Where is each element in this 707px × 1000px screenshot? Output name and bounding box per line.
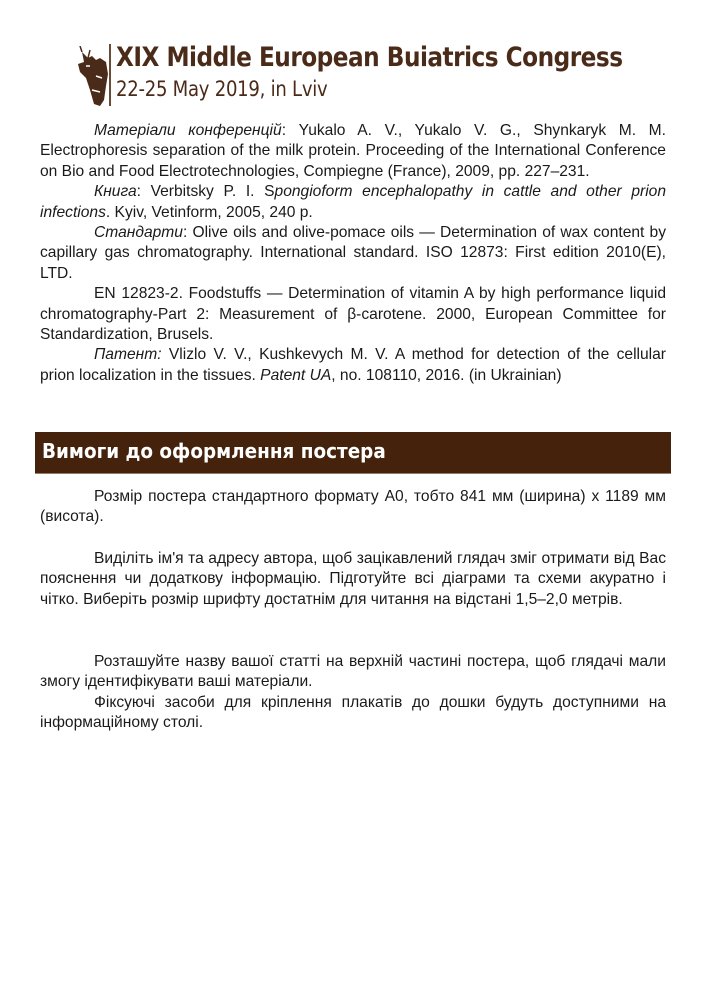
congress-title: XIX Middle European Buiatrics Congress bbox=[116, 42, 623, 73]
poster-size-paragraph bbox=[40, 487, 666, 528]
author-info-paragraph bbox=[40, 549, 666, 610]
reference-italic-title: pongioform encephalopathy in cattle and other prion infections bbox=[40, 183, 666, 221]
cow-head-icon bbox=[76, 46, 110, 108]
reference-text: : Yukalo A. V., Yukalo V. G., Shynkaryk M. M. Electrophoresis separation of the milk protein. Proceeding of the International Conference on Bio and Food Electrotechnologies, Compiegne (France), 2009, pp. 227–231. bbox=[40, 122, 667, 180]
reference-text-after: , no. 108110, 2016. (in Ukrainian) bbox=[331, 366, 562, 384]
paragraph: Розмір постера стандартного формату А0, тобто 841 мм (ширина) х 1189 мм (висота). bbox=[40, 488, 666, 526]
paragraph: Розташуйте назву вашої статті на верхній частині постера, щоб глядачі мали змогу ідентифікувати ваші матеріали. bbox=[40, 653, 666, 691]
reference-book bbox=[40, 182, 666, 223]
reference-text: : Olive oils and olive-pomace oils — Determination of wax content by capillary gas chromatography. International standard. ISO 12873: First edition 2010(E), LTD. bbox=[40, 224, 666, 282]
reference-label: Книга bbox=[94, 183, 137, 201]
reference-text-after: . Kyiv, Vetinform, 2005, 240 p. bbox=[105, 203, 313, 221]
title-placement-paragraph bbox=[40, 652, 666, 693]
reference-label: Патент: bbox=[94, 346, 162, 364]
reference-standard-en bbox=[40, 284, 666, 345]
reference-conference bbox=[40, 121, 666, 182]
reference-text: Vlizlo V. V., Kushkevych M. V. A method for detection of the cellular prion localization in the tissues. bbox=[40, 346, 666, 384]
reference-text: : Verbitsky P. I. S bbox=[136, 183, 275, 201]
section-title: Вимоги до оформлення постера bbox=[42, 439, 386, 463]
reference-patent bbox=[40, 345, 666, 386]
reference-label: Стандарти bbox=[94, 224, 183, 242]
paragraph: Виділіть ім'я та адресу автора, щоб зацікавлений глядач зміг отримати від Вас пояснення чи додаткову інформацію. Підготуйте всі діаграми та схеми акуратно і чітко. Виберіть розмір шрифту достатнім для читання на відстані 1,5–2,0 метрів. bbox=[40, 550, 666, 608]
reference-label: Матеріали конференцій bbox=[94, 122, 282, 139]
logo-divider bbox=[109, 44, 111, 106]
paragraph: Фіксуючі засоби для кріплення плакатів до дошки будуть доступними на інформаційному столі. bbox=[40, 694, 666, 732]
reference-italic-title: Patent UA bbox=[260, 366, 332, 384]
reference-text: EN 12823-2. Foodstuffs — Determination of vitamin A by high performance liquid chromatography-Part 2: Measurement of β-carotene. 2000, European Committee for Standardization, Brusels. bbox=[40, 285, 666, 344]
mounting-paragraph bbox=[40, 693, 666, 734]
reference-examples bbox=[40, 121, 666, 386]
congress-dates: 22-25 May 2019, in Lviv bbox=[116, 77, 328, 101]
reference-standard bbox=[40, 223, 666, 284]
section-banner bbox=[35, 432, 671, 474]
